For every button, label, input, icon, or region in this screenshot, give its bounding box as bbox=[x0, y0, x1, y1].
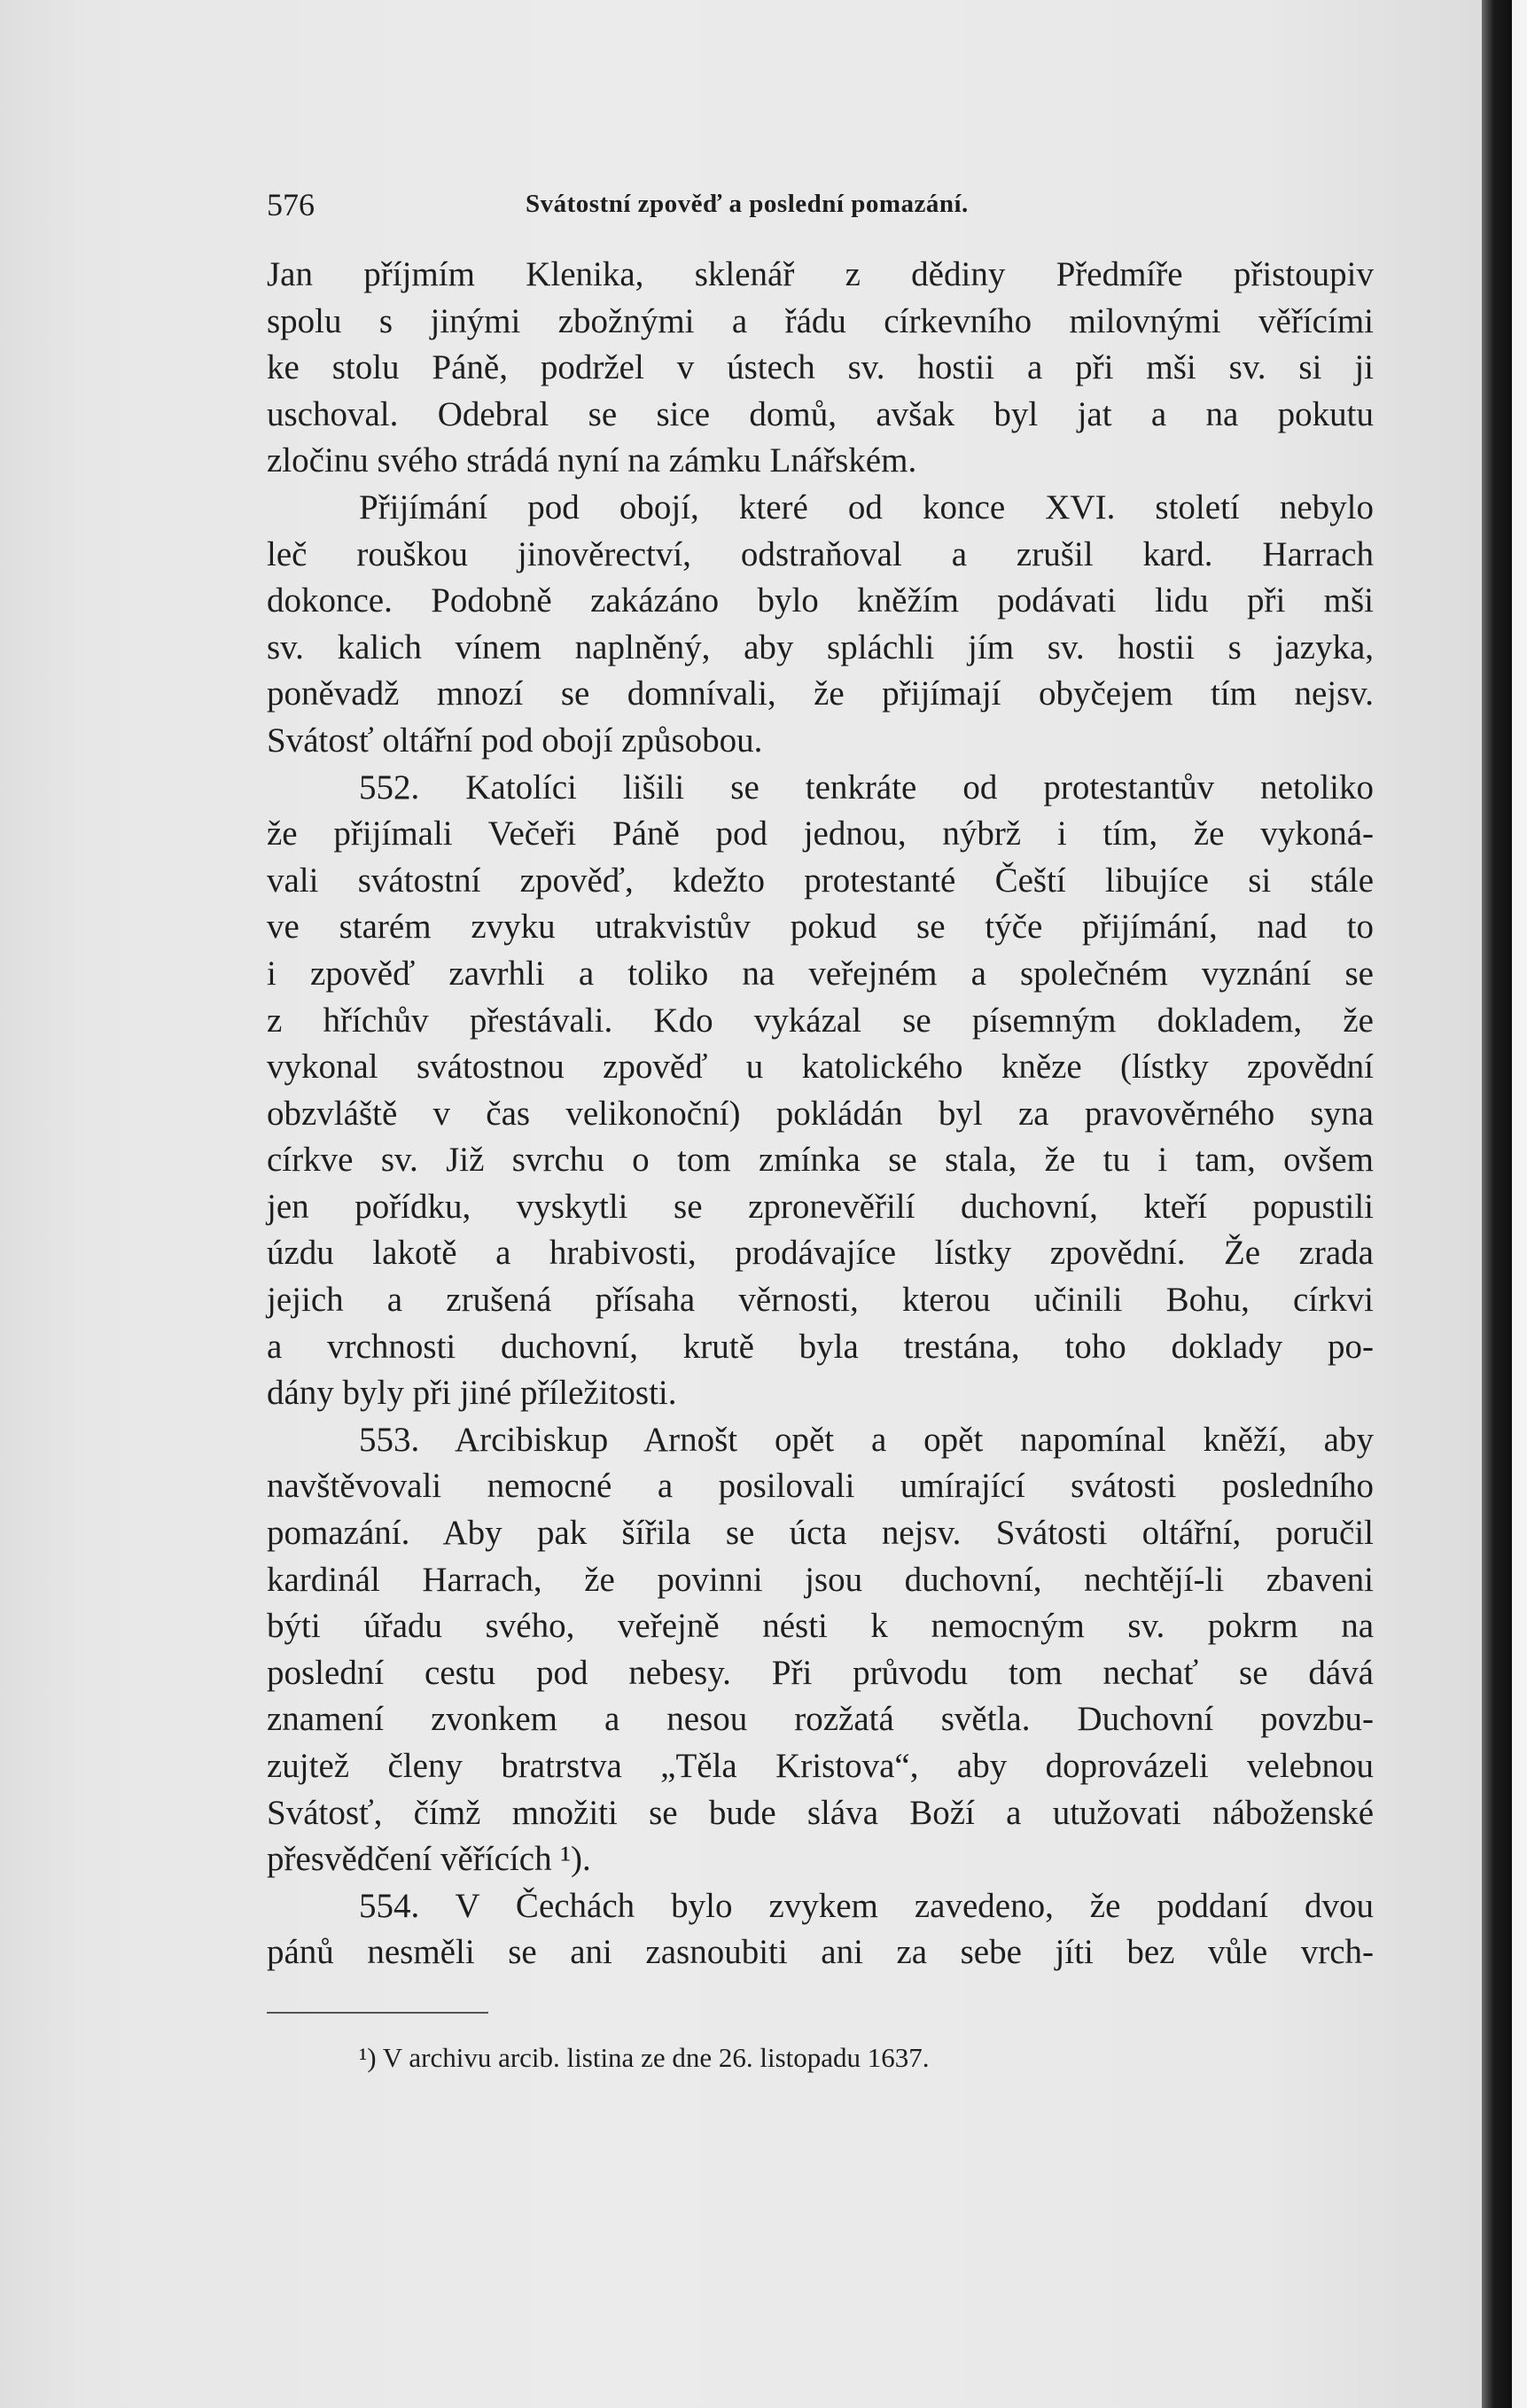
text-line: církve sv. Již svrchu o tom zmínka se stala, že tu i tam, ovšem bbox=[267, 1141, 1374, 1180]
text-line: úzdu lakotě a hrabivosti, prodávajíce lístky zpovědní. Že zrada bbox=[267, 1234, 1374, 1273]
text-line: jen pořídku, vyskytli se zpronevěřilí duchovní, kteří popustili bbox=[267, 1187, 1374, 1226]
text-line: ke stolu Páně, podržel v ústech sv. hostii a při mši sv. si ji bbox=[267, 348, 1374, 387]
text-line: přesvědčení věřících ¹). bbox=[267, 1840, 591, 1879]
text-line: navštěvovali nemocné a posilovali umírající svátosti posledního bbox=[267, 1467, 1374, 1506]
text-line: pomazání. Aby pak šířila se úcta nejsv. Svátosti oltářní, poručil bbox=[267, 1514, 1374, 1553]
text-line: a vrchnosti duchovní, krutě byla trestána, toho doklady po- bbox=[267, 1327, 1374, 1366]
text-line: Přijímání pod obojí, které od konce XVI. století nebylo bbox=[359, 487, 1374, 526]
text-line: zujtež členy bratrstva „Těla Kristova“, aby doprovázeli velebnou bbox=[267, 1747, 1374, 1785]
text-line: Svátosť oltářní pod obojí způsobou. bbox=[267, 721, 763, 760]
text-line: vykonal svátostnou zpověď u katolického kněze (lístky zpovědní bbox=[267, 1048, 1374, 1087]
footnote: ¹) V archivu arcib. listina ze dne 26. listopadu 1637. bbox=[359, 2041, 930, 2073]
body-text bbox=[267, 252, 1374, 1976]
text-line: pánů nesměli se ani zasnoubiti ani za sebe jíti bez vůle vrch- bbox=[267, 1933, 1374, 1972]
text-line: leč rouškou jinověrectví, odstraňoval a zrušil kard. Harrach bbox=[267, 534, 1374, 573]
text-line: dány byly při jiné příležitosti. bbox=[267, 1374, 677, 1413]
text-line: poslední cestu pod nebesy. Při průvodu tom nechať se dává bbox=[267, 1653, 1374, 1692]
page-content bbox=[267, 186, 1374, 2076]
text-line: jejich a zrušená přísaha věrnosti, kterou učinili Bohu, církvi bbox=[267, 1281, 1374, 1320]
text-line: zločinu svého strádá nyní na zámku Lnářském. bbox=[267, 441, 917, 480]
text-line: Svátosť, čímž množiti se bude sláva Boží a utužovati náboženské bbox=[267, 1793, 1374, 1832]
text-line: znamení zvonkem a nesou rozžatá světla. Duchovní povzbu- bbox=[267, 1700, 1374, 1739]
text-line: spolu s jinými zbožnými a řádu církevního milovnými věřícími bbox=[267, 301, 1374, 340]
text-line: z hříchův přestávali. Kdo vykázal se písemným dokladem, že bbox=[267, 1001, 1374, 1040]
text-line: 553. Arcibiskup Arnošt opět a opět napomínal kněží, aby bbox=[359, 1420, 1374, 1459]
scan-edge-shadow bbox=[1482, 0, 1512, 2408]
text-line: vali svátostní zpověď, kdežto protestanté Čeští libujíce si stále bbox=[267, 861, 1374, 900]
text-line: sv. kalich vínem naplněný, aby spláchli jím sv. hostii s jazyka, bbox=[267, 627, 1374, 666]
text-line: ve starém zvyku utrakvistův pokud se týče přijímání, nad to bbox=[267, 908, 1374, 947]
text-line: býti úřadu svého, veřejně nésti k nemocným sv. pokrm na bbox=[267, 1607, 1374, 1646]
text-line: 554. V Čechách bylo zvykem zavedeno, že poddaní dvou bbox=[359, 1886, 1374, 1925]
footnote-divider bbox=[267, 2012, 488, 2014]
page-header bbox=[267, 186, 1374, 236]
text-line: 552. Katolíci lišili se tenkráte od protestantův netoliko bbox=[359, 768, 1374, 807]
page-number: 576 bbox=[267, 187, 315, 222]
running-title: Svátostní zpověď a poslední pomazání. bbox=[526, 190, 969, 218]
text-line: obzvláště v čas velikonoční) pokládán byl za pravověrného syna bbox=[267, 1094, 1374, 1133]
text-line: i zpověď zavrhli a toliko na veřejném a společném vyznání se bbox=[267, 954, 1374, 993]
scan-edge-margin bbox=[1512, 0, 1527, 2408]
text-line: poněvadž mnozí se domnívali, že přijímají obyčejem tím nejsv. bbox=[267, 674, 1374, 713]
text-line: dokonce. Podobně zakázáno bylo kněžím podávati lidu při mši bbox=[267, 581, 1374, 620]
text-line: uschoval. Odebral se sice domů, avšak byl jat a na pokutu bbox=[267, 394, 1374, 433]
text-line: že přijímali Večeři Páně pod jednou, nýbrž i tím, že vykoná- bbox=[267, 814, 1374, 853]
text-line: kardinál Harrach, že povinni jsou duchovní, nechtějí-li zbaveni bbox=[267, 1560, 1374, 1599]
text-line: Jan příjmím Klenika, sklenář z dědiny Předmíře přistoupiv bbox=[267, 255, 1374, 293]
